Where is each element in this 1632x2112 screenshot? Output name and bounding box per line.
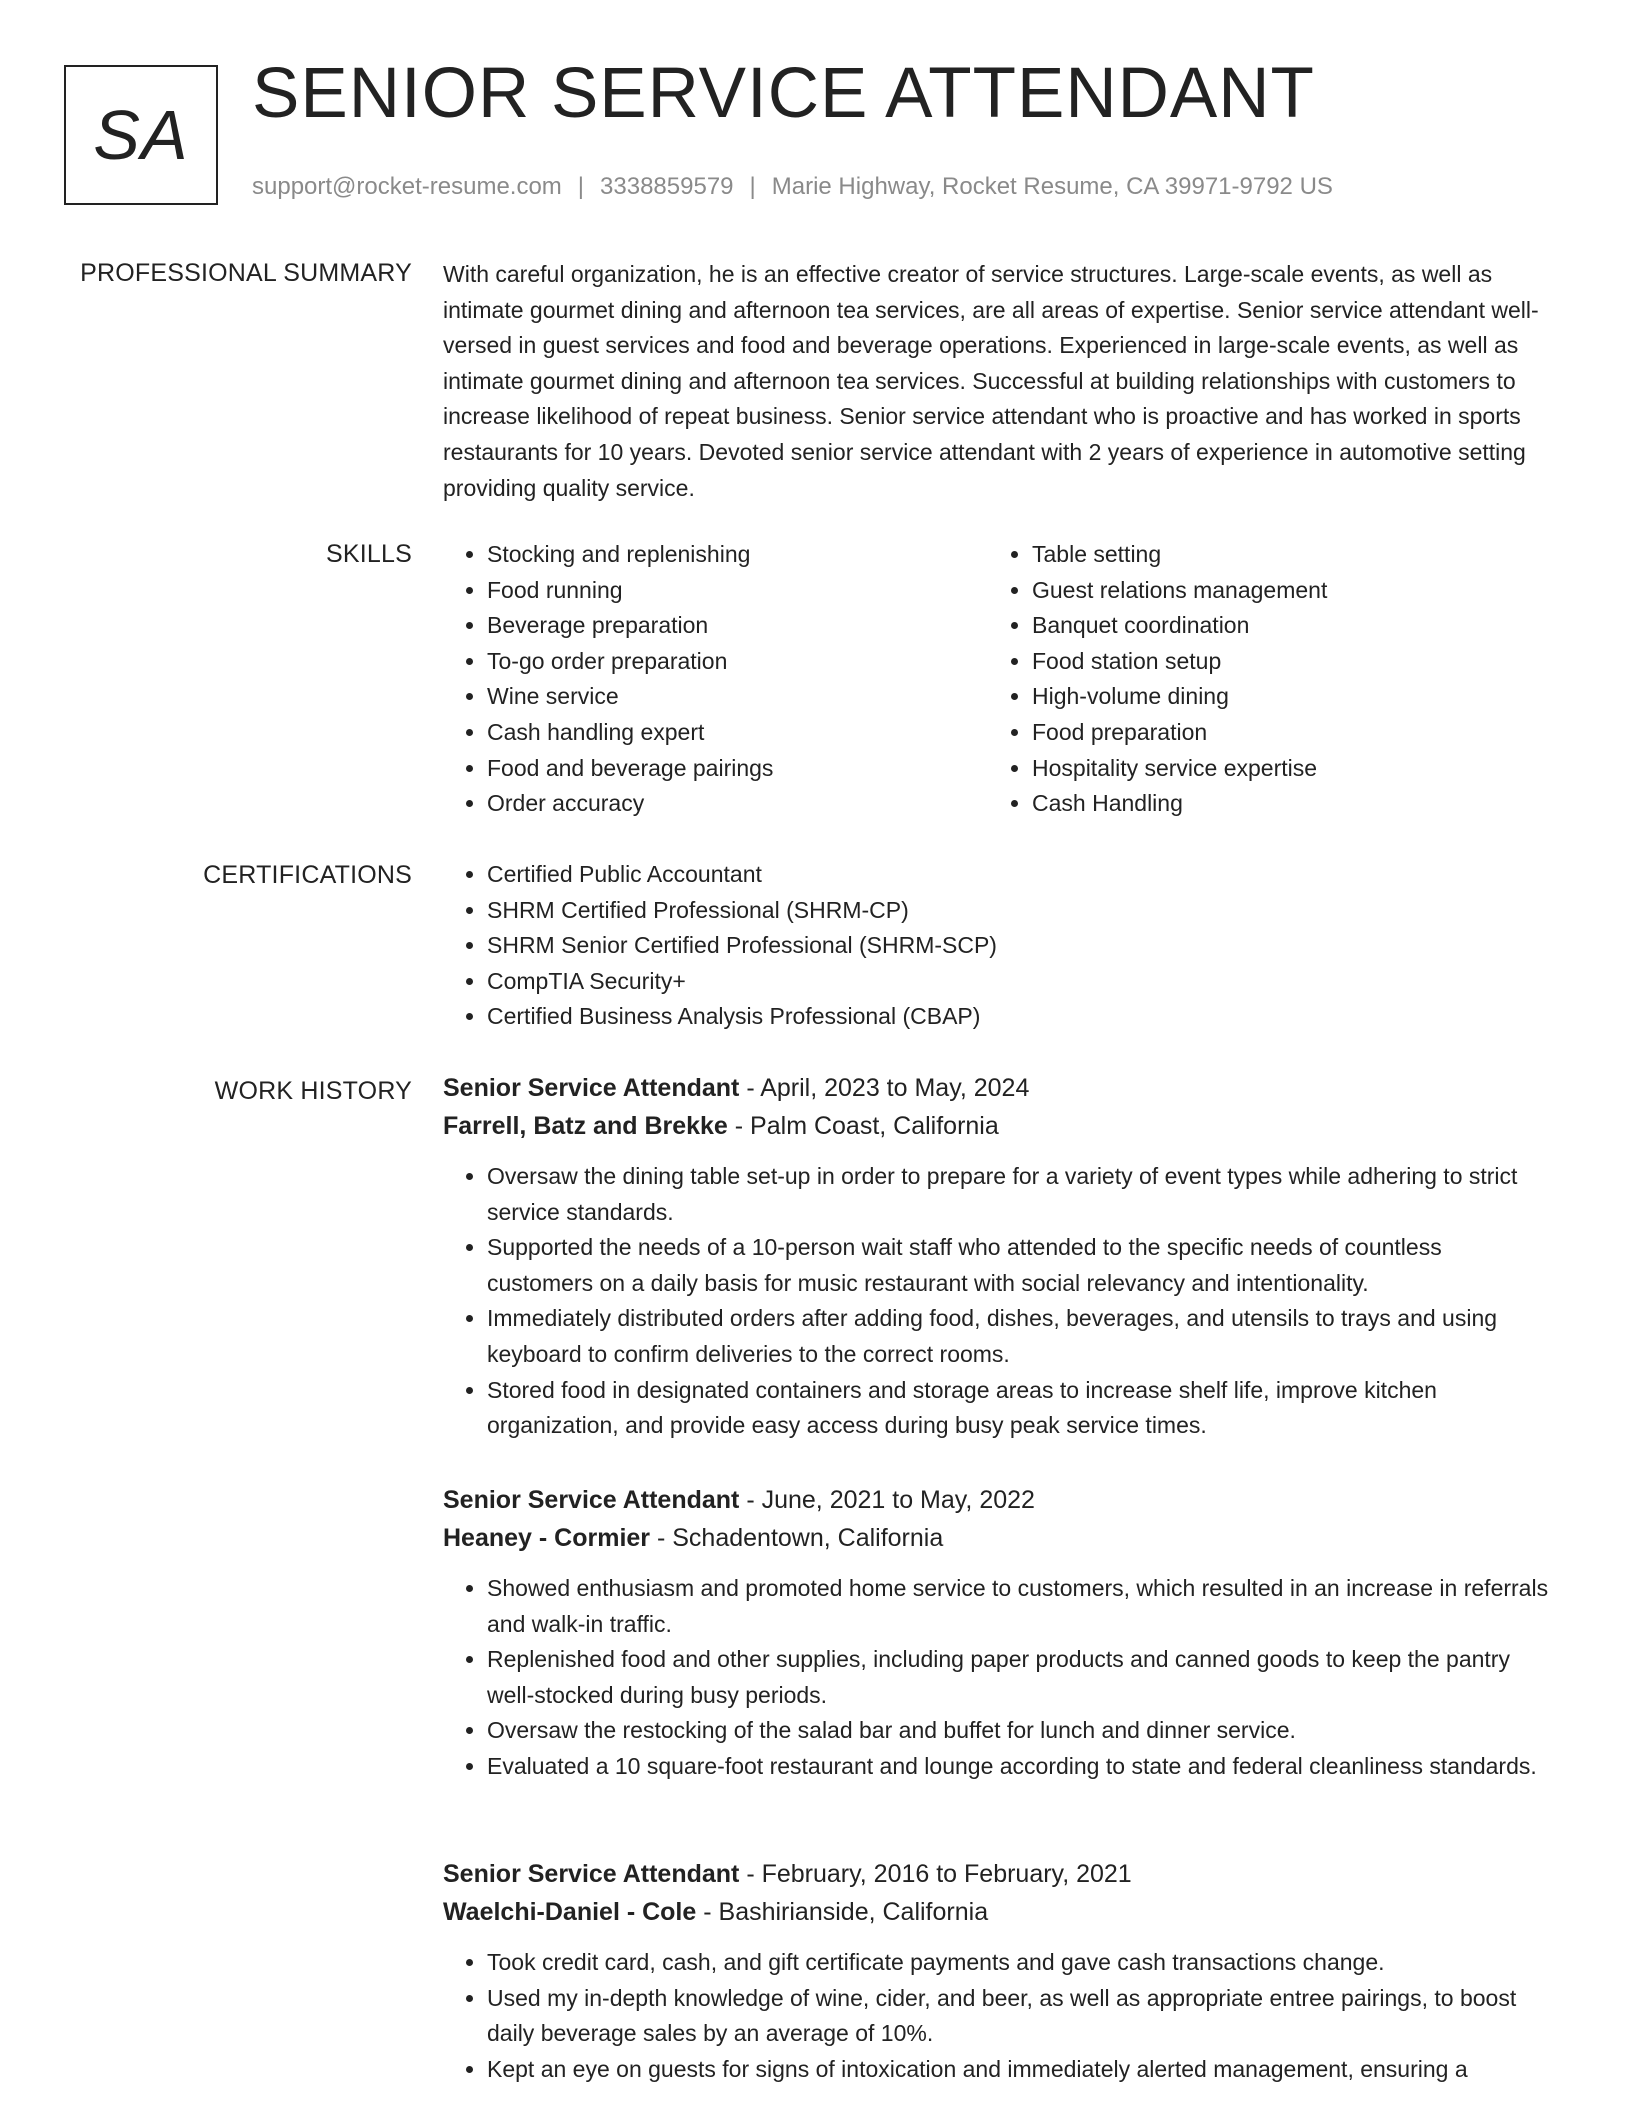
skill-item: • Stocking and replenishing — [487, 537, 988, 573]
summary-section — [443, 257, 1553, 506]
certification-item: • SHRM Certified Professional (SHRM-CP) — [487, 893, 1553, 929]
certification-item: • CompTIA Security+ — [487, 964, 1553, 1000]
skill-item: • Hospitality service expertise — [1032, 751, 1533, 787]
skill-item: • Cash Handling — [1032, 786, 1533, 822]
resume-title: SENIOR SERVICE ATTENDANT — [252, 54, 1315, 133]
skill-item: • Food and beverage pairings — [487, 751, 988, 787]
job-company: Waelchi-Daniel - Cole — [443, 1898, 697, 1926]
skill-item: • Banquet coordination — [1032, 608, 1533, 644]
skill-item: • To-go order preparation — [487, 644, 988, 680]
job-bullet: • Kept an eye on guests for signs of intoxication and immediately alerted management, ensuring a — [487, 2052, 1553, 2088]
job-company: Heaney - Cormier — [443, 1524, 651, 1552]
job-bullet: • Used my in-depth knowledge of wine, cider, and beer, as well as appropriate entree pairings, to boost daily beverage sales by an average of 10%. — [487, 1981, 1553, 2052]
job-title: Senior Service Attendant — [443, 1486, 740, 1514]
contact-address: Marie Highway, Rocket Resume, CA 39971-9792 US — [771, 173, 1333, 200]
skills-section — [443, 537, 1553, 822]
job-bullet: • Evaluated a 10 square-foot restaurant and lounge according to state and federal cleanliness standards. — [487, 1749, 1553, 1785]
job-dates: - June, 2021 to May, 2022 — [739, 1486, 1035, 1514]
contact-email: support@rocket-resume.com — [252, 173, 562, 200]
job-title: Senior Service Attendant — [443, 1860, 740, 1888]
summary-text: With careful organization, he is an effective creator of service structures. Large-scale events, as well as intimate gourmet dining and afternoon tea services, are all areas of expertise. Senior service attendant well-versed in guest services and food and beverage operations. Experienced in large-scale events, as well as intimate gourmet dining and afternoon tea services. Successful at building relationships with customers to increase likelihood of repeat business. Senior service attendant who is proactive and has worked in sports restaurants for 10 years. Devoted senior service attendant with 2 years of experience in automotive setting providing quality service. — [443, 261, 1539, 501]
job-location: - Palm Coast, California — [727, 1112, 999, 1140]
job-bullet: • Replenished food and other supplies, including paper products and canned goods to keep the pantry well-stocked during busy periods. — [487, 1642, 1553, 1713]
job-company-line — [443, 1107, 1553, 1145]
job-entry — [443, 1855, 1553, 2087]
job-title: Senior Service Attendant — [443, 1074, 740, 1102]
skills-list-left — [443, 537, 988, 822]
skill-item: • Food preparation — [1032, 715, 1533, 751]
skill-item: • Wine service — [487, 679, 988, 715]
certification-item: • SHRM Senior Certified Professional (SHRM-SCP) — [487, 928, 1553, 964]
certification-item: • Certified Business Analysis Professional (CBAP) — [487, 999, 1553, 1035]
job-bullets — [443, 1159, 1553, 1444]
job-dates: - April, 2023 to May, 2024 — [739, 1074, 1030, 1102]
skill-item: • Table setting — [1032, 537, 1533, 573]
skills-list-right — [988, 537, 1533, 822]
certifications-heading: CERTIFICATIONS — [203, 861, 412, 889]
work-history-heading: WORK HISTORY — [214, 1077, 412, 1105]
certification-item: • Certified Public Accountant — [487, 857, 1553, 893]
job-company-line — [443, 1893, 1553, 1931]
job-location: - Schadentown, California — [650, 1524, 944, 1552]
job-entry — [443, 1481, 1553, 1785]
job-bullet: • Took credit card, cash, and gift certificate payments and gave cash transactions change. — [487, 1945, 1553, 1981]
job-bullet: • Immediately distributed orders after adding food, dishes, beverages, and utensils to trays and using keyboard to confirm deliveries to the correct rooms. — [487, 1301, 1553, 1372]
skills-heading: SKILLS — [326, 540, 412, 568]
job-bullet: • Stored food in designated containers and storage areas to increase shelf life, improve kitchen organization, and provide easy access during busy peak service times. — [487, 1373, 1553, 1444]
certifications-section — [443, 857, 1553, 1035]
contact-phone: 3338859579 — [600, 173, 734, 200]
job-bullets — [443, 1945, 1553, 2087]
job-title-line — [443, 1069, 1553, 1107]
skill-item: • Cash handling expert — [487, 715, 988, 751]
skill-item: • Food running — [487, 573, 988, 609]
monogram-initials: SA — [93, 96, 189, 174]
summary-heading: PROFESSIONAL SUMMARY — [80, 259, 412, 287]
job-company: Farrell, Batz and Brekke — [443, 1112, 728, 1140]
job-title-line — [443, 1855, 1553, 1893]
skill-item: • Guest relations management — [1032, 573, 1533, 609]
job-dates: - February, 2016 to February, 2021 — [739, 1860, 1132, 1888]
monogram-box — [64, 65, 218, 205]
job-entry — [443, 1069, 1553, 1444]
skill-item: • Food station setup — [1032, 644, 1533, 680]
job-bullets — [443, 1571, 1553, 1785]
job-bullet: • Showed enthusiasm and promoted home service to customers, which resulted in an increase in referrals and walk-in traffic. — [487, 1571, 1553, 1642]
job-bullet: • Oversaw the restocking of the salad bar and buffet for lunch and dinner service. — [487, 1713, 1553, 1749]
job-bullet: • Oversaw the dining table set-up in order to prepare for a variety of event types while adhering to strict service standards. — [487, 1159, 1553, 1230]
job-title-line — [443, 1481, 1553, 1519]
contact-separator: | — [577, 173, 585, 200]
skill-item: • High-volume dining — [1032, 679, 1533, 715]
certifications-list — [443, 857, 1553, 1035]
skill-item: • Beverage preparation — [487, 608, 988, 644]
job-bullet: • Supported the needs of a 10-person wait staff who attended to the specific needs of countless customers on a daily basis for music restaurant with social relevancy and intentionality. — [487, 1230, 1553, 1301]
contact-line — [252, 175, 1333, 199]
skills-column-right — [988, 537, 1533, 822]
job-company-line — [443, 1519, 1553, 1557]
skills-column-left — [443, 537, 988, 822]
job-location: - Bashirianside, California — [696, 1898, 989, 1926]
contact-separator: | — [749, 173, 756, 200]
skill-item: • Order accuracy — [487, 786, 988, 822]
